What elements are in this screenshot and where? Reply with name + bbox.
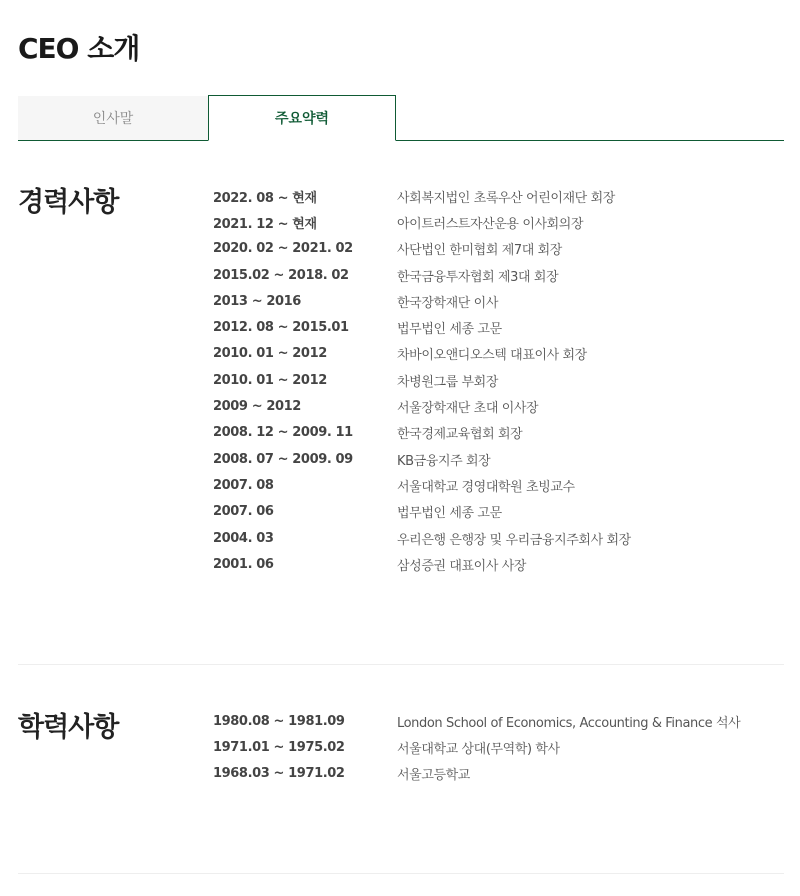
entry-date: 2021. 12 ~ 현재 xyxy=(213,216,317,232)
entry-description: 차병원그룹 부회장 xyxy=(397,374,498,390)
entry-description: London School of Economics, Accounting & Finance 석사 xyxy=(397,715,741,731)
entry-date: 2022. 08 ~ 현재 xyxy=(213,190,317,206)
entry-date: 1980.08 ~ 1981.09 xyxy=(213,713,345,729)
entry-date: 2008. 07 ~ 2009. 09 xyxy=(213,451,353,467)
tab-career-history-label: 주요약력 xyxy=(274,111,330,127)
career-heading: 경력사항 xyxy=(18,187,119,218)
career-list xyxy=(213,183,784,577)
entry-description: 사회복지법인 초록우산 어린이재단 회장 xyxy=(397,190,615,206)
list-item xyxy=(213,209,784,235)
entry-description: 사단법인 한미협회 제7대 회장 xyxy=(397,243,562,259)
entry-date: 2013 ~ 2016 xyxy=(213,293,301,309)
entry-description: 서울대학교 상대(무역학) 학사 xyxy=(397,741,560,757)
list-item xyxy=(213,551,784,577)
entry-description: 삼성증권 대표이사 사장 xyxy=(397,558,527,574)
entry-date: 2008. 12 ~ 2009. 11 xyxy=(213,425,353,441)
list-item xyxy=(213,262,784,288)
entry-date: 2020. 02 ~ 2021. 02 xyxy=(213,241,353,257)
entry-date: 1968.03 ~ 1971.02 xyxy=(213,766,345,782)
entry-description: 우리은행 은행장 및 우리금융지주회사 회장 xyxy=(397,532,631,548)
list-item xyxy=(213,183,784,209)
list-item xyxy=(213,734,784,760)
tab-greeting-label: 인사말 xyxy=(92,111,134,127)
tab-career-history[interactable] xyxy=(208,95,396,141)
section-divider xyxy=(18,873,784,874)
list-item xyxy=(213,761,784,787)
list-item xyxy=(213,420,784,446)
entry-date: 2012. 08 ~ 2015.01 xyxy=(213,320,349,336)
list-item xyxy=(213,525,784,551)
entry-description: 서울고등학교 xyxy=(397,768,470,784)
entry-date: 1971.01 ~ 1975.02 xyxy=(213,739,345,755)
education-list xyxy=(213,708,784,787)
list-item xyxy=(213,367,784,393)
entry-description: 아이트러스트자산운용 이사회의장 xyxy=(397,216,584,232)
list-item xyxy=(213,499,784,525)
entry-date: 2015.02 ~ 2018. 02 xyxy=(213,267,349,283)
list-item xyxy=(213,472,784,498)
list-item xyxy=(213,708,784,734)
entry-description: 한국장학재단 이사 xyxy=(397,295,498,311)
entry-date: 2007. 08 xyxy=(213,477,274,493)
entry-date: 2009 ~ 2012 xyxy=(213,399,301,415)
tab-bar xyxy=(18,95,784,141)
entry-description: 서울장학재단 초대 이사장 xyxy=(397,401,539,417)
list-item xyxy=(213,393,784,419)
entry-description: 한국경제교육협회 회장 xyxy=(397,427,523,443)
entry-description: 서울대학교 경영대학원 초빙교수 xyxy=(397,479,575,495)
list-item xyxy=(213,341,784,367)
entry-description: 차바이오앤디오스텍 대표이사 회장 xyxy=(397,348,587,364)
entry-description: 한국금융투자협회 제3대 회장 xyxy=(397,269,559,285)
list-item xyxy=(213,236,784,262)
entry-date: 2010. 01 ~ 2012 xyxy=(213,346,327,362)
entry-date: 2010. 01 ~ 2012 xyxy=(213,372,327,388)
entry-date: 2001. 06 xyxy=(213,556,274,572)
section-divider xyxy=(18,664,784,665)
entry-date: 2007. 06 xyxy=(213,504,274,520)
entry-description: 법무법인 세종 고문 xyxy=(397,322,502,338)
page-title: CEO 소개 xyxy=(18,32,140,65)
list-item xyxy=(213,446,784,472)
tab-greeting[interactable] xyxy=(18,96,208,141)
education-heading: 학력사항 xyxy=(18,712,119,743)
entry-description: 법무법인 세종 고문 xyxy=(397,506,502,522)
list-item xyxy=(213,314,784,340)
entry-description: KB금융지주 회장 xyxy=(397,453,491,469)
entry-date: 2004. 03 xyxy=(213,530,274,546)
list-item xyxy=(213,288,784,314)
